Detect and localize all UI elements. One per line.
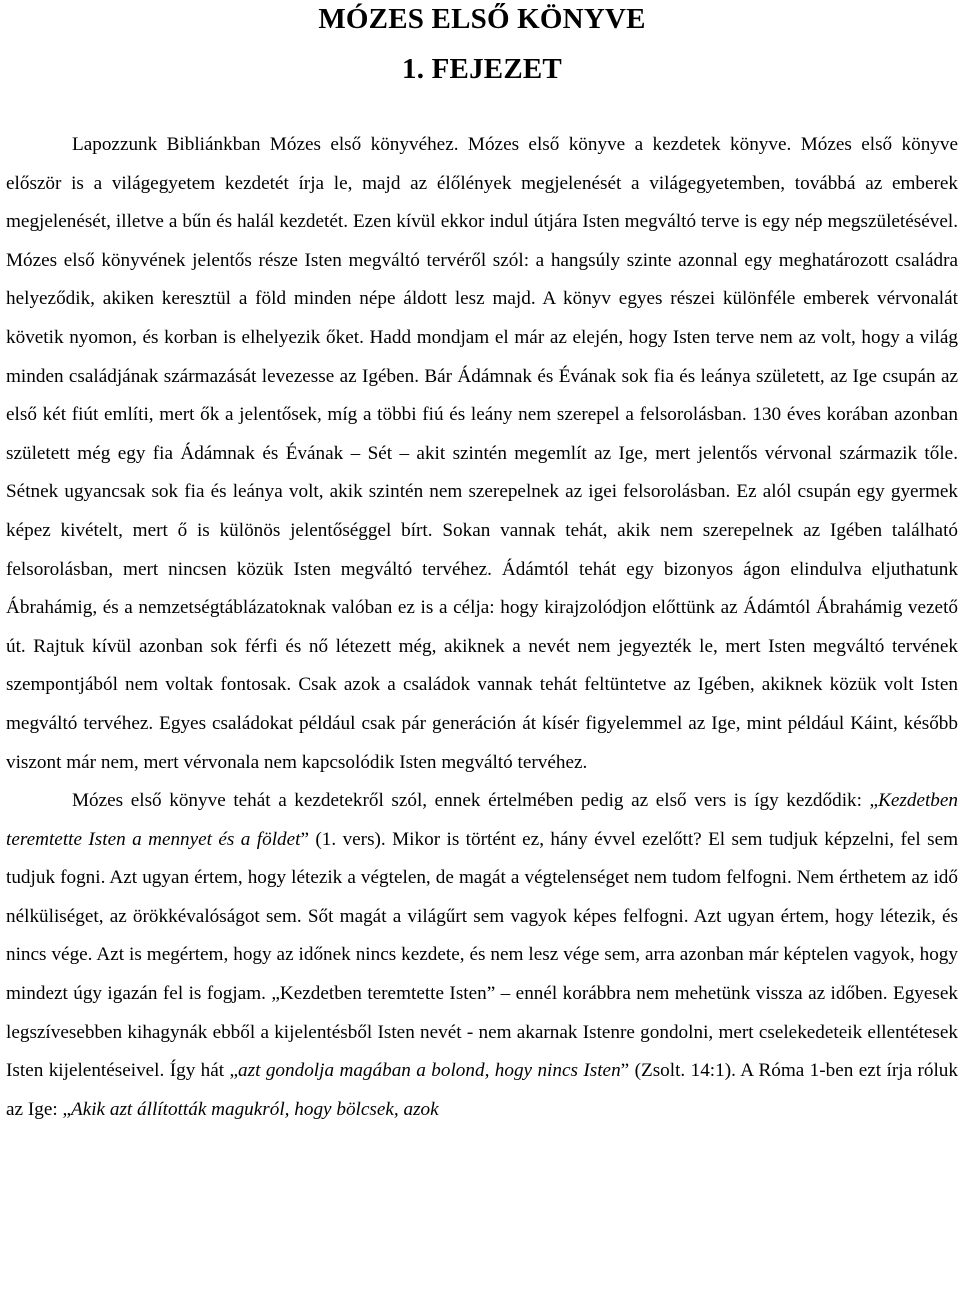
paragraph-2 bbox=[6, 782, 958, 1129]
paragraph-1 bbox=[6, 126, 958, 782]
chapter-title: 1. FEJEZET bbox=[402, 53, 562, 85]
body-text bbox=[6, 126, 958, 1129]
text-run: ” (1. vers). Mikor is történt ez, hány évvel ezelőtt? El sem tudjuk képzelni, fel sem tudjuk fogni. Azt ugyan értem, hogy létezik a végtelen, de magát a végtelenséget nem tudom felfogni. Nem érthetem az idő nélküliséget, az örökkévalóságot sem. Sőt magát a világűrt sem vagyok képes felfogni. Azt ugyan értem, hogy létezik, és nincs vége. Azt is megértem, hogy az időnek nincs kezdete, és nem lesz vége sem, arra azonban már képtelen vagyok, hogy mindezt úgy igazán fel is fogjam. „Kezdetben teremtette Isten” – ennél korábbra nem mehetünk vissza az időben. Egyesek legszívesebben kihagynák ebből a kijelentésből Isten nevét - nem akarnak Istenre gondolni, mert cselekedeteik ellentétesek Isten kijelentéseivel. Így hát „ bbox=[6, 828, 959, 1082]
text-run: ” (Zsolt. 14:1). A Róma 1-ben ezt írja róluk az Ige: „ bbox=[6, 1060, 958, 1120]
text-run: Mózes első könyve tehát a kezdetekről szól, ennek értelmében pedig az első vers is így kezdődik: „ bbox=[72, 790, 879, 812]
document-page bbox=[6, 0, 958, 1129]
text-run: Lapozzunk Bibliánkban Mózes első könyvéhez. Mózes első könyve a kezdetek könyve. Mózes első könyve először is a világegyetem kezdetét írja le, majd az élőlények megjelenését a világegyetemben, továbbá az emberek megjelenését, illetve a bűn és halál kezdetét. Ezen kívül ekkor indul útjára Isten megváltó terve is egy nép megszületésével. Mózes első könyvének jelentős része Isten megváltó tervéről szól: a hangsúly szinte azonnal egy meghatározott családra helyeződik, akiken keresztül a föld minden népe áldott lesz majd. A könyv egyes részei különféle emberek vérvonalát követik nyomon, és korban is elhelyezik őket. Hadd mondjam el már az elején, hogy Isten terve nem az volt, hogy a világ minden családjának származását levezesse az Igében. Bár Ádámnak és Évának sok fia és leánya született, az Ige csupán az első két fiút említi, mert ők a jelentősek, míg a többi fiú és leány nem szerepel a felsorolásban. 130 éves korában azonban született még egy fia Ádámnak és Évának – Sét – akit szintén megemlít az Ige, mert jelentős vérvonal származik tőle. Sétnek ugyancsak sok fia és leánya volt, akik szintén nem szerepelnek az igei felsorolásban. Ez alól csupán egy gyermek képez kivételt, mert ő is különös jelentőséggel bírt. Sokan vannak tehát, akik nem szerepelnek az Igében található felsorolásban, mert nincsen közük Isten megváltó tervéhez. Ádámtól tehát egy bizonyos ágon elindulva eljuthatunk Ábrahámig, és a nemzetségtáblázatoknak valóban ez is a célja: hogy kirajzolódjon előttünk az Ádámtól Ábrahámig vezető út. Rajtuk kívül azonban sok férfi és nő létezett még, akiknek a nevét nem jegyezték le, mert Isten megváltó tervének szempontjából nem voltak fontosak. Csak azok a családok vannak tehát feltüntetve az Igében, akiknek közük volt Isten megváltó tervéhez. Egyes családokat például csak pár generáción át kísér figyelemmel az Ige, mint például Káint, később viszont már nem, mert vérvonala nem kapcsolódik Isten megváltó tervéhez. bbox=[6, 134, 958, 773]
bible-quote: Akik azt állították magukról, hogy bölcsek, azok bbox=[70, 1098, 439, 1120]
bible-quote: azt gondolja magában a bolond, hogy nincs Isten bbox=[238, 1060, 621, 1082]
bible-quote: Kezdetben teremtette Isten a mennyet és a földet bbox=[6, 790, 958, 850]
book-title: MÓZES ELSŐ KÖNYVE bbox=[318, 3, 646, 35]
